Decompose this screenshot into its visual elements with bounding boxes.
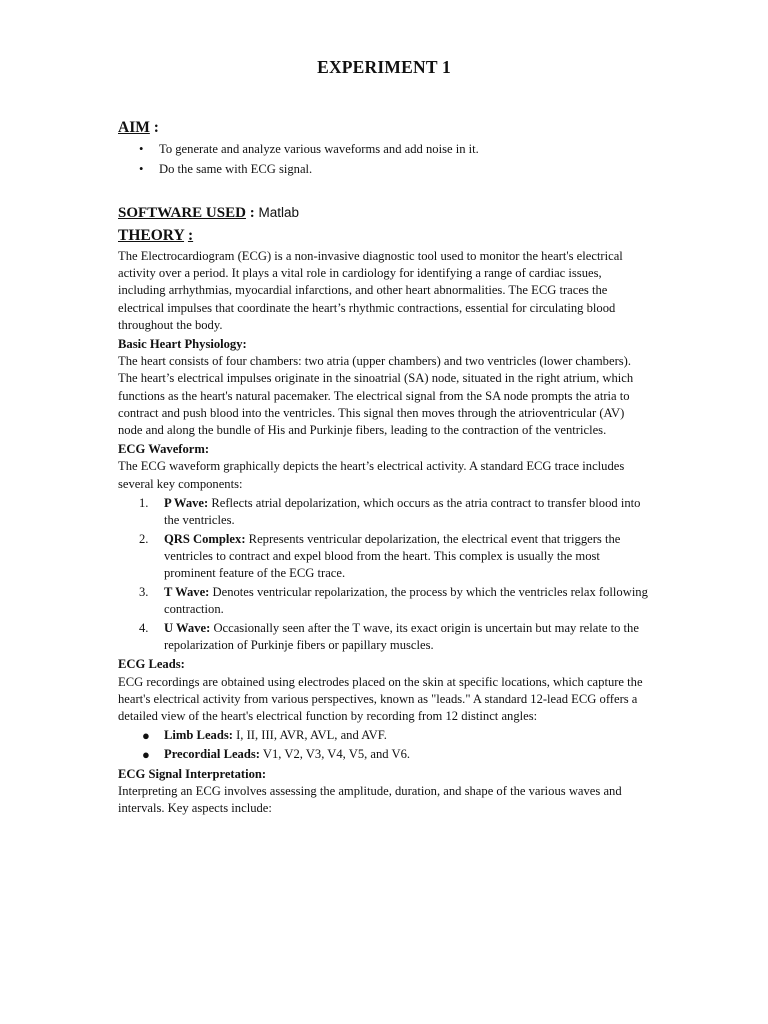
list-item <box>118 531 650 583</box>
aim-colon: : <box>153 119 159 136</box>
theory-colon: : <box>187 227 194 244</box>
physiology-heading: Basic Heart Physiology: <box>118 337 247 352</box>
list-item <box>118 495 650 529</box>
bullet-icon: ● <box>142 728 150 744</box>
software-label: SOFTWARE USED <box>118 205 246 221</box>
wave-description: Represents ventricular depolarization, the electrical event that triggers the ventricles to contract and expel blood from the heart. This complex is usually the most prominent feature of the ECG trace. <box>164 531 621 581</box>
wave-term: U Wave: <box>164 621 211 636</box>
wave-description: Occasionally seen after the T wave, its exact origin is uncertain but may relate to the repolarization of Purkinje fibers or papillary muscles. <box>164 621 639 653</box>
waveform-paragraph: The ECG waveform graphically depicts the heart’s electrical activity. A standard ECG trace includes several key components: <box>118 459 625 491</box>
wave-description: Reflects atrial depolarization, which occurs as the atria contract to transfer blood into the ventricles. <box>164 495 641 528</box>
wave-term: P Wave: <box>164 495 209 510</box>
list-item <box>118 584 650 618</box>
list-number: 1. <box>139 495 149 510</box>
lead-description: I, II, III, AVR, AVL, and AVF. <box>232 728 387 743</box>
list-item <box>118 727 650 744</box>
bullet-icon: ● <box>142 747 150 763</box>
list-number: 3. <box>139 585 149 600</box>
list-item <box>118 746 650 763</box>
interpretation-paragraph: Interpreting an ECG involves assessing the amplitude, duration, and shape of the various waves and intervals. Key aspects include: <box>118 783 622 816</box>
software-used-line <box>118 205 299 222</box>
aim-item-text: To generate and analyze various waveforms and add noise in it. <box>159 142 479 156</box>
aim-label: AIM <box>118 119 150 136</box>
physiology-paragraph: The heart consists of four chambers: two atria (upper chambers) and two ventricles (lower chambers). The heart’s electrical impulses originate in the sinoatrial (SA) node, situated in the right atrium, which functions as the heart's natural pacemaker. The electrical signal from the SA node prompts the atria to contract and push blood into the ventricles. This signal then moves through the atrioventricular (AV) node and along the bundle of His and Purkinje fibers, leading to the contraction of the ventricles. <box>118 354 634 438</box>
leads-paragraph: ECG recordings are obtained using electrodes placed on the skin at specific locations, which capture the heart's electrical activity from various perspectives, known as "leads." A standard 12-lead ECG offers a detailed view of the heart's electrical function by recording from 12 distinct angles: <box>118 674 643 724</box>
aim-list <box>118 140 678 180</box>
theory-body <box>118 248 650 819</box>
interpretation-heading: ECG Signal Interpretation: <box>118 766 267 781</box>
theory-intro-paragraph: The Electrocardiogram (ECG) is a non-invasive diagnostic tool used to monitor the heart's electrical activity over a period. It plays a vital role in cardiology for identifying a range of cardiac issues, including arrhythmias, myocardial infarctions, and other heart abnormalities. The ECG traces the electrical impulses that coordinate the heart’s rhythmic contractions, essential for circulating blood throughout the body. <box>118 249 623 332</box>
aim-heading <box>118 119 159 137</box>
aim-item <box>118 160 678 180</box>
wave-term: QRS Complex: <box>164 531 246 546</box>
theory-label: THEORY <box>118 227 185 244</box>
page-title: EXPERIMENT 1 <box>317 57 451 77</box>
list-number: 4. <box>139 621 149 636</box>
list-number: 2. <box>139 531 149 546</box>
bullet-icon: • <box>139 142 144 156</box>
bullet-icon: • <box>139 162 144 176</box>
list-item <box>118 620 650 654</box>
wave-description: Denotes ventricular repolarization, the process by which the ventricles relax following contraction. <box>164 585 648 617</box>
wave-term: T Wave: <box>164 585 210 600</box>
aim-item <box>118 140 678 160</box>
software-value: Matlab <box>258 205 299 220</box>
theory-heading <box>118 227 193 245</box>
waveform-heading: ECG Waveform: <box>118 442 210 457</box>
waveform-list <box>118 495 650 655</box>
leads-heading: ECG Leads: <box>118 657 185 672</box>
lead-term: Limb Leads: <box>164 728 233 743</box>
aim-item-text: Do the same with ECG signal. <box>159 162 313 176</box>
lead-term: Precordial Leads: <box>164 747 260 762</box>
leads-list <box>118 727 650 763</box>
lead-description: V1, V2, V3, V4, V5, and V6. <box>259 747 411 762</box>
software-colon: : <box>249 205 255 221</box>
